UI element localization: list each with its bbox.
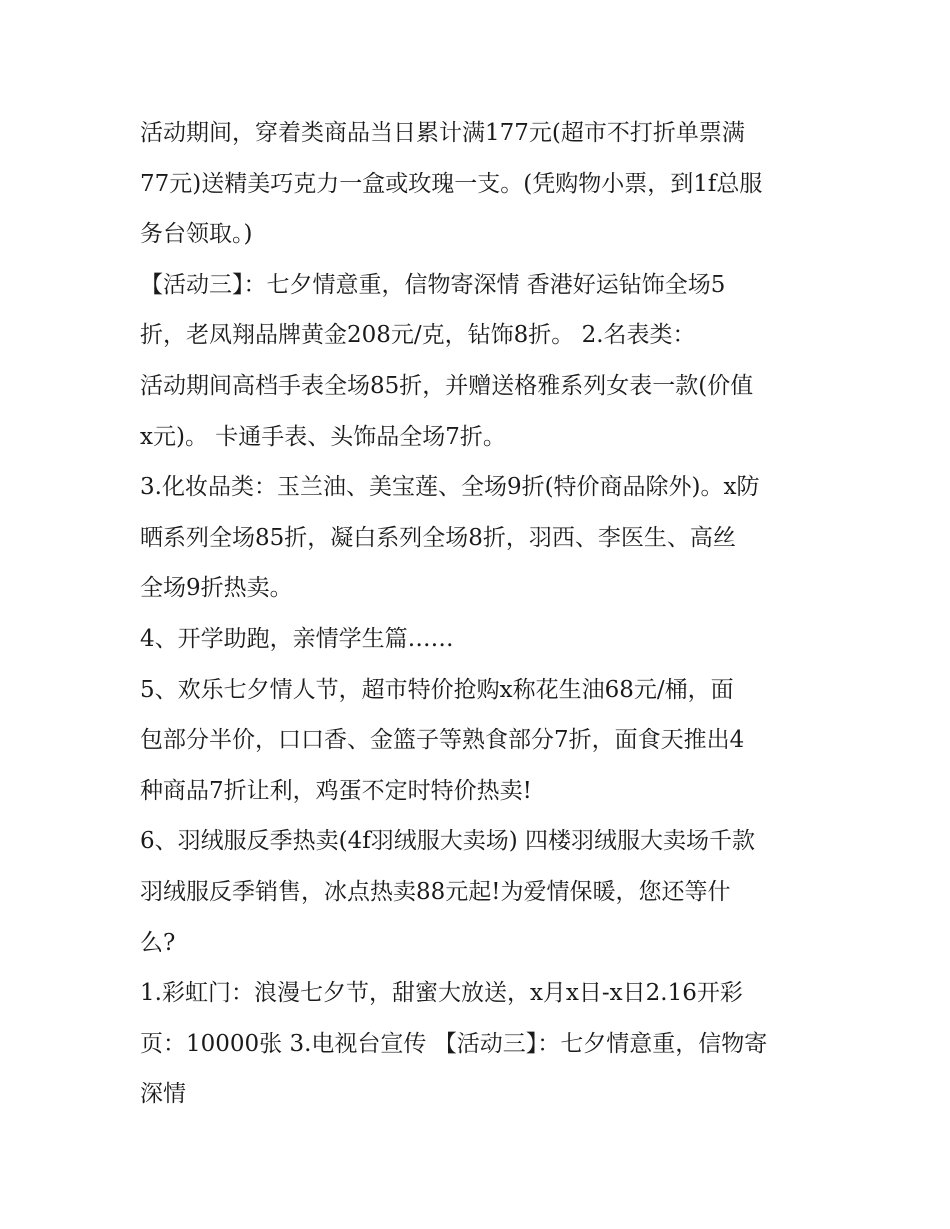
text-line-6: 活动期间高档手表全场85折，并赠送格雅系列女表一款(价值 xyxy=(140,372,754,399)
text-line-17: 么? xyxy=(140,929,176,956)
text-line-20: 深情 xyxy=(140,1081,186,1108)
text-line-10: 全场9折热卖。 xyxy=(140,575,293,602)
text-line-12: 5、欢乐七夕情人节，超市特价抢购x称花生油68元/桶，面 xyxy=(140,676,734,703)
text-line-11: 4、开学助跑，亲情学生篇…… xyxy=(140,625,454,652)
text-line-4: 【活动三】：七夕情意重，信物寄深情 香港好运钻饰全场5 xyxy=(140,271,726,298)
text-line-2: 77元)送精美巧克力一盒或玫瑰一支。(凭购物小票，到1f总服 xyxy=(140,170,763,197)
text-line-9: 晒系列全场85折，凝白系列全场8折，羽西、李医生、高丝 xyxy=(140,524,736,551)
text-line-7: x元)。 卡通手表、头饰品全场7折。 xyxy=(140,423,506,450)
text-line-16: 羽绒服反季销售，冰点热卖88元起!为爱情保暖，您还等什 xyxy=(140,878,731,905)
text-line-18: 1.彩虹门：浪漫七夕节，甜蜜大放送，x月x日-x日2.16开彩 xyxy=(140,980,743,1007)
text-line-5: 折，老凤翔品牌黄金208元/克，钻饰8折。 2.名表类： xyxy=(140,322,696,349)
text-line-15: 6、羽绒服反季热卖(4f羽绒服大卖场) 四楼羽绒服大卖场千款 xyxy=(140,828,756,855)
text-line-14: 种商品7折让利，鸡蛋不定时特价热卖! xyxy=(140,777,532,804)
text-line-1: 活动期间，穿着类商品当日累计满177元(超市不打折单票满 xyxy=(140,120,745,146)
text-line-19: 页：10000张 3.电视台宣传 【活动三】：七夕情意重，信物寄 xyxy=(140,1030,768,1057)
document-body xyxy=(140,108,812,1120)
text-line-8: 3.化妆品类：玉兰油、美宝莲、全场9折(特价商品除外)。x防 xyxy=(140,474,760,501)
text-line-3: 务台领取。) xyxy=(140,221,253,248)
text-line-13: 包部分半价，口口香、金篮子等熟食部分7折，面食天推出4 xyxy=(140,727,745,754)
